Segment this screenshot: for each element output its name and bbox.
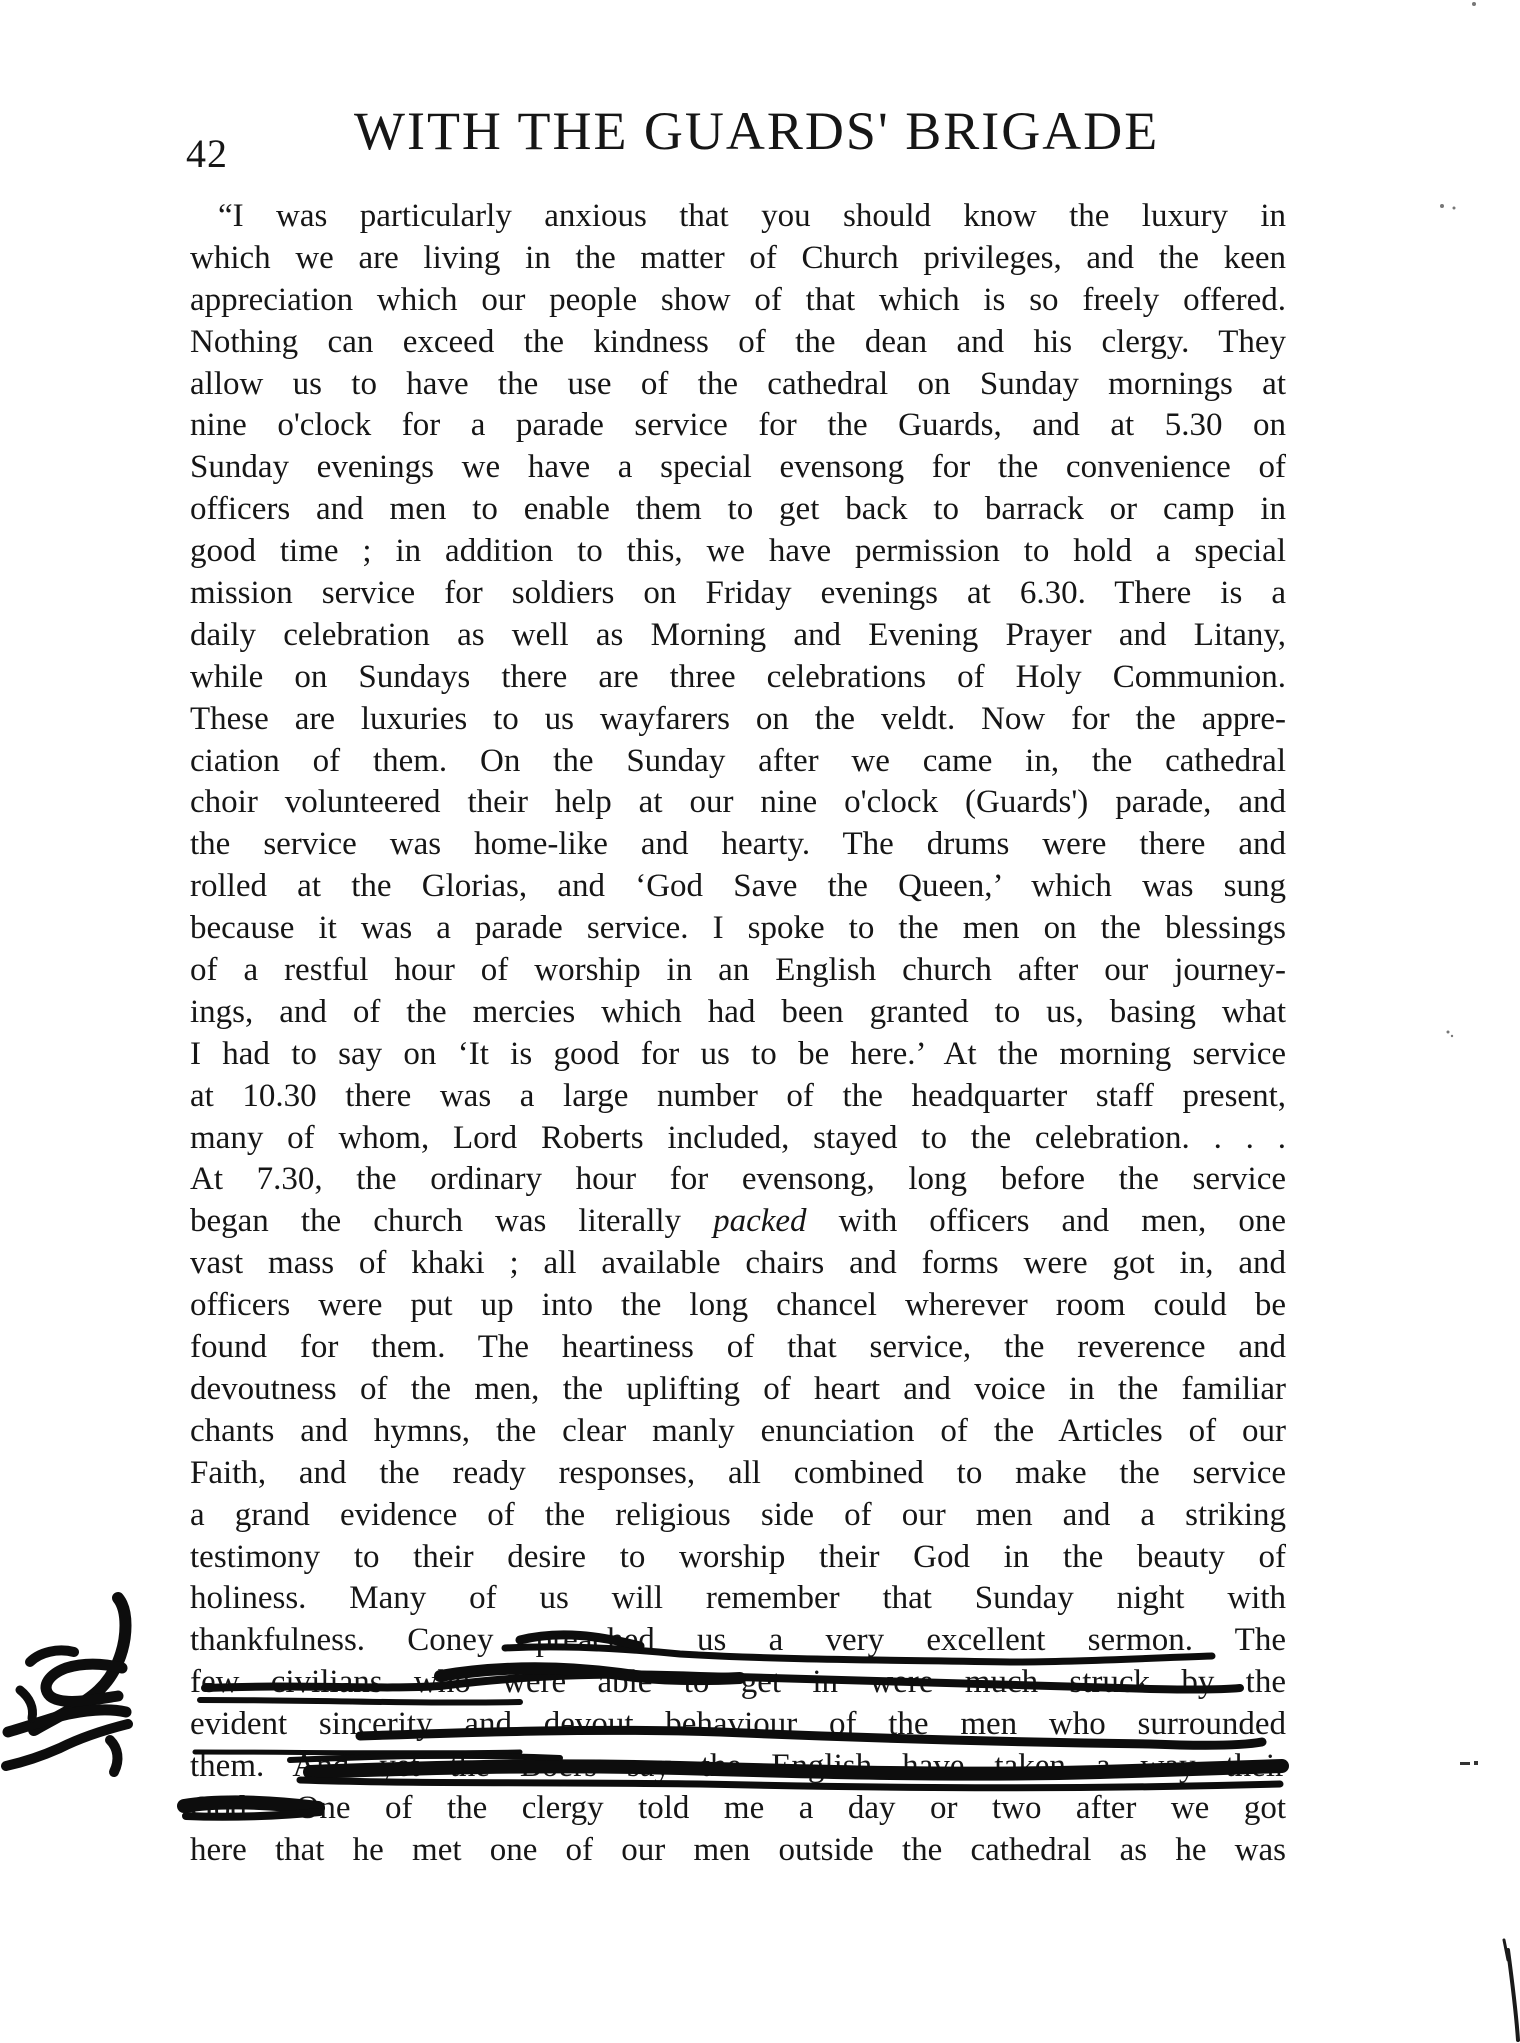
- body-line-20: ings, and of the mercies which had been granted to us, basing what: [190, 993, 1286, 1030]
- body-line-13: These are luxuries to us wayfarers on the veldt. Now for the appre-: [190, 700, 1286, 737]
- body-line-4: Nothing can exceed the kindness of the dean and his clergy. They: [190, 323, 1286, 360]
- body-line-25: began the church was literally packed with officers and men, one: [190, 1203, 1286, 1240]
- body-text: [190, 196, 1286, 1872]
- body-line-22: at 10.30 there was a large number of the headquarter staff present,: [190, 1077, 1286, 1114]
- body-line-2: which we are living in the matter of Church privileges, and the keen: [190, 239, 1286, 276]
- body-line-37: evident sincerity and devout behaviour of the men who surrounded: [190, 1706, 1286, 1743]
- body-line-24: At 7.30, the ordinary hour for evensong, long before the service: [190, 1161, 1286, 1198]
- body-line-3: appreciation which our people show of that which is so freely offered.: [190, 281, 1286, 318]
- body-line-40: here that he met one of our men outside the cathedral as he was: [190, 1831, 1286, 1868]
- body-line-11: daily celebration as well as Morning and Evening Prayer and Litany,: [190, 616, 1286, 653]
- body-line-9: good time ; in addition to this, we have permission to hold a special: [190, 533, 1286, 570]
- running-title: WITH THE GUARDS' BRIGADE: [354, 101, 1160, 161]
- body-line-16: the service was home-like and hearty. The drums were there and: [190, 826, 1286, 863]
- body-line-35: thankfulness. Coney preached us a very excellent sermon. The: [190, 1622, 1286, 1659]
- scan-artefacts: [1420, 0, 1520, 2043]
- body-line-32: a grand evidence of the religious side of our men and a striking: [190, 1496, 1286, 1533]
- body-line-17: rolled at the Glorias, and ‘God Save the Queen,’ which was sung: [190, 868, 1286, 905]
- body-line-31: Faith, and the ready responses, all combined to make the service: [190, 1454, 1286, 1491]
- body-line-18: because it was a parade service. I spoke to the men on the blessings: [190, 910, 1286, 947]
- body-line-29: devoutness of the men, the uplifting of heart and voice in the familiar: [190, 1370, 1286, 1407]
- page-number: 42: [186, 131, 228, 176]
- body-line-28: found for them. The heartiness of that service, the reverence and: [190, 1329, 1286, 1366]
- body-line-5: allow us to have the use of the cathedral on Sunday mornings at: [190, 365, 1286, 402]
- body-line-26: vast mass of khaki ; all available chairs and forms were got in, and: [190, 1245, 1286, 1282]
- body-line-30: chants and hymns, the clear manly enunciation of the Articles of our: [190, 1412, 1286, 1449]
- body-line-8: officers and men to enable them to get back to barrack or camp in: [190, 491, 1286, 528]
- body-line-14: ciation of them. On the Sunday after we came in, the cathedral: [190, 742, 1286, 779]
- body-line-19: of a restful hour of worship in an English church after our journey-: [190, 952, 1286, 989]
- body-line-7: Sunday evenings we have a special evensong for the convenience of: [190, 449, 1286, 486]
- body-line-34: holiness. Many of us will remember that Sunday night with: [190, 1580, 1286, 1617]
- body-line-10: mission service for soldiers on Friday evenings at 6.30. There is a: [190, 575, 1286, 612]
- body-line-15: choir volunteered their help at our nine o'clock (Guards') parade, and: [190, 784, 1286, 821]
- body-line-33: testimony to their desire to worship their God in the beauty of: [190, 1538, 1286, 1575]
- body-line-23: many of whom, Lord Roberts included, stayed to the celebration. . . .: [190, 1119, 1286, 1156]
- body-line-12: while on Sundays there are three celebrations of Holy Communion.: [190, 658, 1286, 695]
- body-line-21: I had to say on ‘It is good for us to be here.’ At the morning service: [190, 1035, 1286, 1072]
- handwritten-margin-note: [0, 1590, 150, 1780]
- body-line-36: few civilians who were able to get in were much struck by the: [190, 1664, 1286, 1701]
- italic-packed: packed: [713, 1203, 807, 1240]
- body-line-27: officers were put up into the long chancel wherever room could be: [190, 1287, 1286, 1324]
- body-line-1: “I was particularly anxious that you should know the luxury in: [218, 198, 1286, 234]
- body-line-39: God.' One of the clergy told me a day or two after we got: [190, 1789, 1286, 1826]
- body-line-6: nine o'clock for a parade service for the Guards, and at 5.30 on: [190, 407, 1286, 444]
- page-header: [186, 96, 1160, 176]
- body-line-38: them. And yet the Boers say the English have taken a way their: [190, 1747, 1286, 1784]
